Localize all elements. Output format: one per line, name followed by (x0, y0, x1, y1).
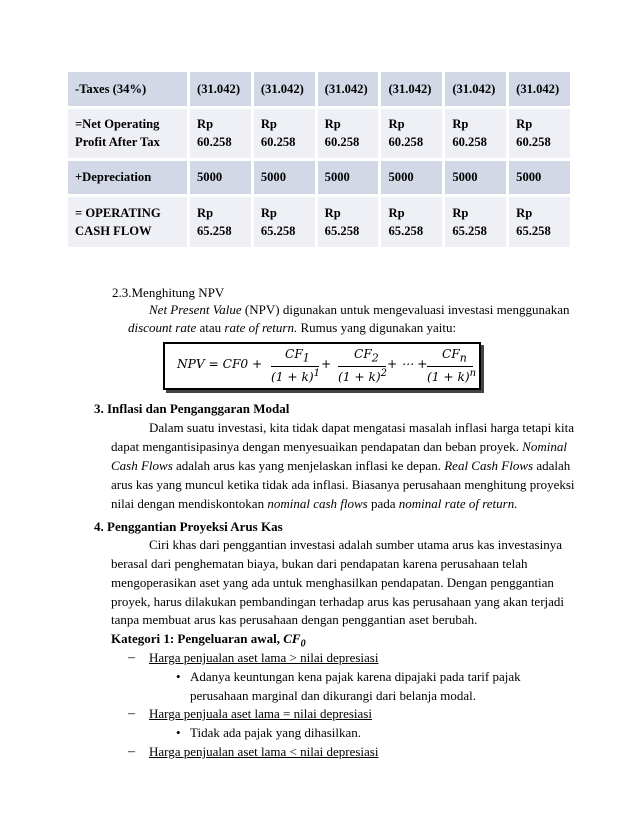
bullet-marker: • (176, 725, 181, 740)
formula-numerator (354, 347, 379, 364)
table-cell: Rp 60.258 (252, 107, 316, 159)
npv-heading: 2.3.Menghitung NPV (112, 285, 225, 300)
text: (1 + k) (427, 370, 470, 385)
bullet-marker: • (176, 669, 181, 684)
paragraph-line (111, 456, 570, 476)
table-cell: Rp 65.258 (316, 195, 380, 247)
table-cell: 5000 (508, 159, 570, 195)
npv-formula-box (163, 342, 481, 390)
text: CF (442, 347, 460, 361)
table-cell: Rp 60.258 (316, 107, 380, 159)
formula-denominator (271, 368, 320, 384)
table-cell: 5000 (444, 159, 508, 195)
text: 1 (313, 368, 320, 379)
paragraph-line: proyek, harus dilakukan pembandingan terhadap arus kas perusahaan yang akan terjadi (111, 594, 565, 609)
formula-numerator (285, 347, 310, 364)
table-cell: Rp 60.258 (189, 107, 253, 159)
fraction-bar (338, 366, 386, 367)
text: (NPV) digunakan untuk mengevaluasi investasi menggunakan (241, 302, 570, 317)
dash-marker: – (128, 706, 135, 721)
npv-paragraph-line (149, 300, 570, 320)
table-cell: (31.042) (380, 72, 444, 107)
list-item: perusahaan marginal dan dikurangi dari belanja modal. (190, 688, 477, 703)
paragraph-line (111, 437, 567, 457)
list-item: Tidak ada pajak yang dihasilkan. (190, 725, 362, 740)
table-cell: Rp 60.258 (444, 107, 508, 159)
text: nilai dengan mendiskontokan (111, 496, 268, 511)
paragraph-line: arus kas yang muncul ketika tidak ada inflasi. Biasanya perusahaan menghitung proyeksi (111, 477, 575, 492)
text: 2 (371, 351, 379, 365)
table-cell: 5000 (252, 159, 316, 195)
formula-lhs: NPV = CF0 + (177, 357, 263, 371)
table-cell: Rp 60.258 (380, 107, 444, 159)
text: Cash Flows (111, 458, 173, 473)
table-cell: Rp 65.258 (189, 195, 253, 247)
table-cell: Rp 65.258 (508, 195, 570, 247)
table-cell: 5000 (380, 159, 444, 195)
text: nominal rate of return. (398, 496, 518, 511)
npv-term: Net Present Value (149, 302, 242, 317)
table-cell: (31.042) (316, 72, 380, 107)
table-cell: Rp 60.258 (508, 107, 570, 159)
dash-marker: – (128, 744, 135, 759)
table-cell: (31.042) (189, 72, 253, 107)
text: atau (196, 320, 225, 335)
table-cell: Rp 65.258 (380, 195, 444, 247)
text: Nominal (522, 439, 567, 454)
paragraph-line: berasal dari penghematan biaya, bukan dari pendapatan karena perusahaan telah (111, 556, 528, 571)
paragraph-line: mengoperasikan aset yang ada untuk menghasilkan pendapatan. Dengan penggantian (111, 575, 554, 590)
paragraph-line: tanpa membuat arus kas perusahaan dengan penggantian aset berubah. (111, 612, 478, 627)
formula-ellipsis: + ⋯ + (387, 357, 428, 371)
table-row (68, 195, 570, 247)
table-cell: 5000 (189, 159, 253, 195)
npv-paragraph-line (128, 318, 456, 338)
table-row (68, 72, 570, 107)
text: 2 (380, 368, 387, 379)
table-row (68, 159, 570, 195)
text: (1 + k) (271, 370, 314, 385)
table-cell: (31.042) (508, 72, 570, 107)
text: Kategori 1: Pengeluaran awal, (111, 631, 284, 646)
row-label: +Depreciation (68, 159, 189, 195)
text: CF (285, 347, 303, 361)
table-row (68, 107, 570, 159)
list-item: Adanya keuntungan kena pajak karena dipajaki pada tarif pajak (190, 669, 521, 684)
formula-denominator (338, 368, 387, 384)
list-item: Harga penjuala aset lama = nilai depresiasi (149, 706, 372, 721)
text: CF (354, 347, 372, 361)
table-cell: Rp 65.258 (444, 195, 508, 247)
text: discount rate (128, 320, 197, 335)
formula-denominator (427, 368, 476, 384)
text: (1 + k) (338, 370, 381, 385)
paragraph-line (111, 494, 517, 514)
text: Real Cash Flows (444, 458, 534, 473)
cash-flow-table (68, 72, 570, 247)
row-label: -Taxes (34%) (68, 72, 189, 107)
formula-plus: + (321, 357, 332, 371)
row-label: = OPERATING CASH FLOW (68, 195, 189, 247)
paragraph-line: Ciri khas dari penggantian investasi adalah sumber utama arus kas investasinya (149, 537, 562, 552)
text: n (459, 351, 467, 365)
text: 1 (302, 351, 310, 365)
section-3-heading: 3. Inflasi dan Penganggaran Modal (94, 401, 290, 416)
text: n (469, 368, 477, 379)
text: dapat mengantisipasinya dengan menyesuaikan pendapatan dan beban proyek. (111, 439, 523, 454)
section-4-heading: 4. Penggantian Proyeksi Arus Kas (94, 519, 283, 534)
text: rate of return. (224, 320, 298, 335)
text: Rumus yang digunakan yaitu: (297, 320, 457, 335)
table-cell: Rp 65.258 (252, 195, 316, 247)
row-label: =Net Operating Profit After Tax (68, 107, 189, 159)
text: nominal cash flows (267, 496, 368, 511)
formula-numerator (442, 347, 467, 364)
table-cell: 5000 (316, 159, 380, 195)
list-item: Harga penjualan aset lama < nilai depresiasi (149, 744, 379, 759)
list-item: Harga penjualan aset lama > nilai depresiasi (149, 650, 379, 665)
text: adalah (533, 458, 571, 473)
fraction-bar (427, 366, 473, 367)
table-cell: (31.042) (252, 72, 316, 107)
text: 0 (300, 638, 306, 650)
table-cell: (31.042) (444, 72, 508, 107)
dash-marker: – (128, 650, 135, 665)
text: adalah arus kas yang menjelaskan inflasi ke depan. (172, 458, 445, 473)
text: pada (367, 496, 399, 511)
text: CF (283, 631, 301, 646)
paragraph-line: Dalam suatu investasi, kita tidak dapat mengatasi masalah inflasi harga tetapi kita (149, 420, 575, 435)
fraction-bar (271, 366, 319, 367)
